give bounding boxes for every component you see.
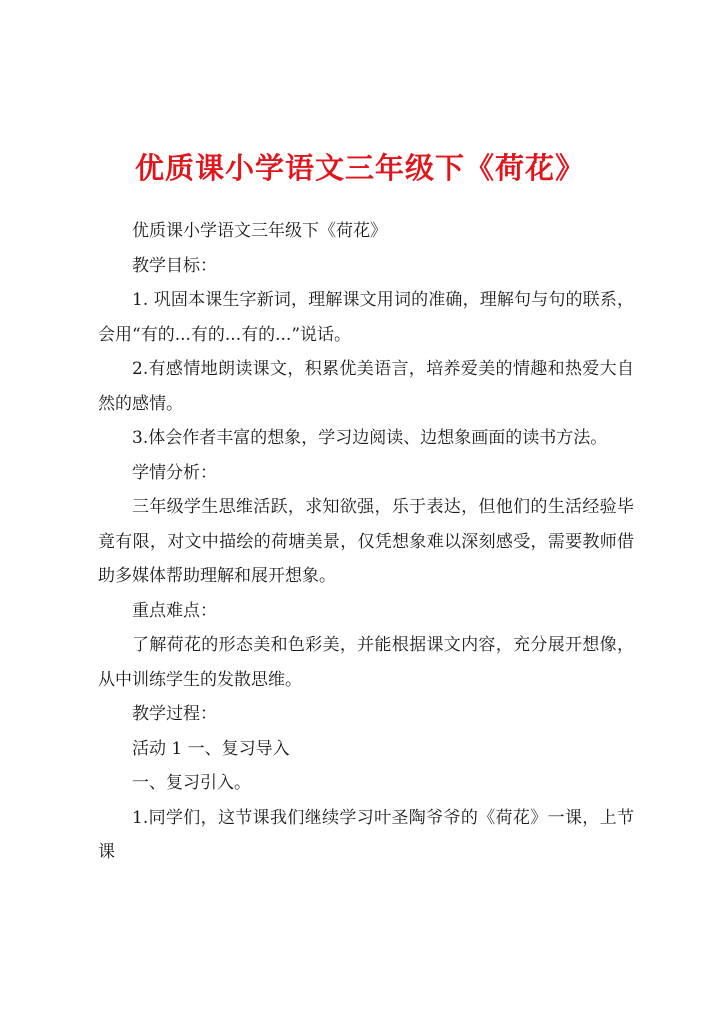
- paragraph-activity-1: 活动 1 一、复习导入: [132, 738, 290, 759]
- paragraph-objective-3: 3.体会作者丰富的想象，学习边阅读、边想象画面的读书方法。: [132, 428, 608, 448]
- paragraph-objective-2: 2.有感情地朗读课文，积累优美语言，培养爱美的情趣和热爱大自然的感情。: [98, 359, 634, 414]
- paragraph-review-1: 1.同学们，这节课我们继续学习叶圣陶爷爷的《荷花》一课，上节课: [98, 807, 634, 862]
- paragraph-subtitle: 优质课小学语文三年级下《荷花》: [132, 221, 387, 241]
- paragraph-analysis-heading: 学情分析：: [132, 462, 217, 483]
- paragraph-keypoints: 了解荷花的形态美和色彩美，并能根据课文内容，充分展开想像，从中训练学生的发散思维。: [98, 635, 634, 690]
- paragraph-keypoints-heading: 重点难点：: [132, 600, 217, 621]
- document-body: [98, 214, 634, 870]
- paragraph-process-heading: 教学过程：: [132, 704, 217, 724]
- paragraph-review-heading: 一、复习引入。: [132, 773, 251, 793]
- paragraph-objective-1: 1. 巩固本课生字新词，理解课文用词的准确，理解句与句的联系，会用“有的...有的...有的...”说话。: [98, 290, 634, 345]
- paragraph-objectives-heading: 教学目标：: [132, 255, 217, 276]
- paragraph-analysis: 三年级学生思维活跃，求知欲强，乐于表达，但他们的生活经验毕竟有限，对文中描绘的荷塘美景，仅凭想象难以深刻感受，需要教师借助多媒体帮助理解和展开想象。: [98, 497, 634, 586]
- document-title: 优质课小学语文三年级下《荷花》: [134, 151, 585, 185]
